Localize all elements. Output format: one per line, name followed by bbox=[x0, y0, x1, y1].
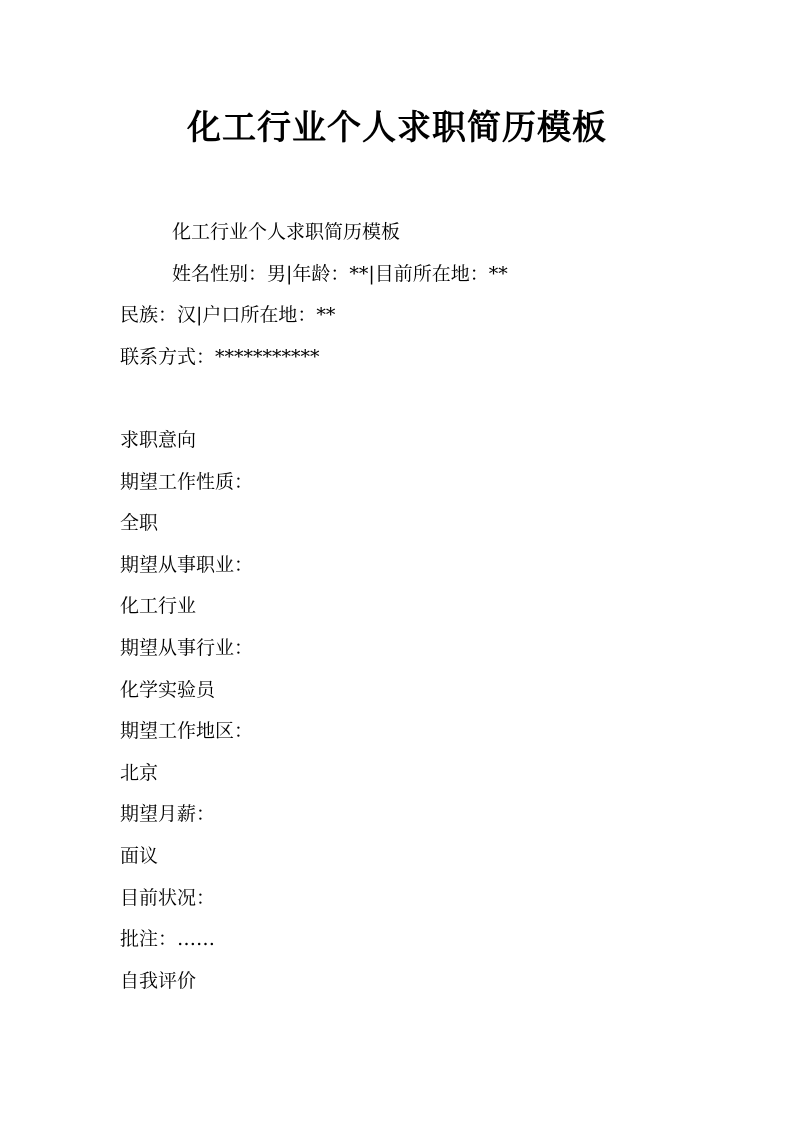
industry-value: 化学实验员 bbox=[120, 678, 216, 701]
job-nature-label: 期望工作性质： bbox=[120, 470, 254, 493]
blank-line bbox=[120, 378, 720, 420]
note-line: 批注：…… bbox=[120, 928, 216, 951]
occupation-label: 期望从事职业： bbox=[120, 553, 254, 576]
personal-info-line: 姓名性别：男|年龄：**|目前所在地：** bbox=[172, 262, 508, 285]
self-evaluation-heading: 自我评价 bbox=[120, 969, 197, 992]
document-body bbox=[120, 212, 720, 1002]
industry-label: 期望从事行业： bbox=[120, 636, 254, 659]
contact-line: 联系方式：*********** bbox=[120, 345, 320, 368]
job-intention-heading: 求职意向 bbox=[120, 428, 197, 451]
location-value: 北京 bbox=[120, 761, 159, 784]
salary-value: 面议 bbox=[120, 844, 159, 867]
occupation-value: 化工行业 bbox=[120, 595, 197, 618]
job-nature-value: 全职 bbox=[120, 512, 159, 535]
document-title: 化工行业个人求职简历模板 bbox=[187, 108, 607, 148]
document-subtitle: 化工行业个人求职简历模板 bbox=[172, 221, 401, 243]
salary-label: 期望月薪： bbox=[120, 803, 216, 826]
current-status-label: 目前状况： bbox=[120, 886, 216, 909]
location-label: 期望工作地区： bbox=[120, 720, 254, 743]
ethnicity-hukou-line: 民族：汉|户口所在地：** bbox=[120, 304, 336, 327]
